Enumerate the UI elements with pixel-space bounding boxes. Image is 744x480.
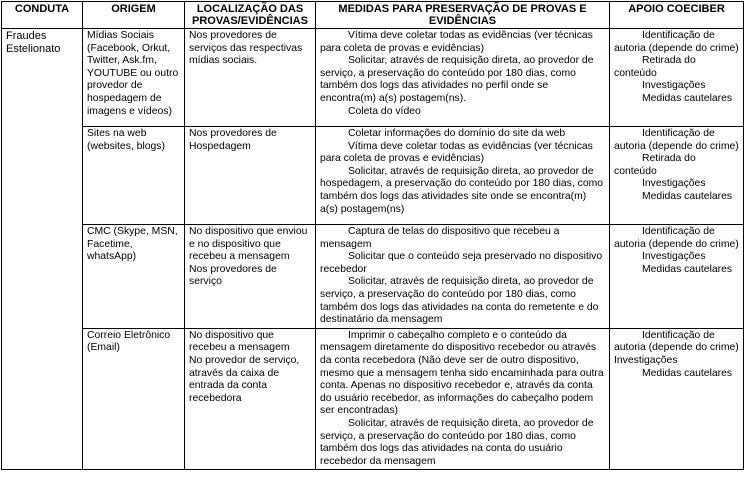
apoio-item: Investigações — [642, 80, 706, 92]
medidas-cell — [316, 328, 610, 470]
apoio-cell — [610, 127, 744, 225]
medida-item: Solicitar, através de requisição direta, ao provedor de hospedagem, a preservação do conteúdo por 180 dias, como também dos logs das atividades site onde se encontra(m) a(s) postagem(ns) — [320, 165, 604, 215]
origem-cell: Correio Eletrônico (Email) — [83, 328, 185, 470]
localizacao-cell — [185, 29, 316, 127]
apoio-item: Identificação de autoria (depende do crime) — [614, 226, 739, 250]
apoio-item: Investigações — [642, 251, 706, 263]
localizacao-line: Nos provedores de serviços das respectivas mídias sociais. — [189, 30, 303, 67]
apoio-item: Retirada do conteúdo — [614, 55, 696, 79]
table-row — [2, 127, 744, 225]
medidas-cell — [316, 127, 610, 225]
medidas-cell — [316, 225, 610, 329]
medida-item: Solicitar que o conteúdo seja preservado no dispositivo recebedor — [320, 251, 603, 275]
apoio-item: Retirada do conteúdo — [614, 153, 696, 177]
localizacao-line: No provedor de serviço, através da caixa de entrada da conta recebedora — [189, 354, 300, 404]
medida-item: Imprimir o cabeçalho completo e o conteúdo da mensagem diretamente do dispositivo recebedor ou através da conta recebedora (Não deve ser de outro dispositivo, mesmo que a mensagem tenha sido encaminhada para outra conta. Apenas no dispositivo recebedor e, através da conta do usuário recebedor, as informações do cabeçalho podem ser encontradas) — [320, 329, 604, 417]
medida-item: Vítima deve coletar todas as evidências (ver técnicas para coleta de provas e evidências) — [320, 30, 593, 54]
header-localizacao: LOCALIZAÇÃO DAS PROVAS/EVIDÊNCIAS — [185, 2, 316, 29]
origem-cell: CMC (Skype, MSN, Facetime, whatsApp) — [83, 225, 185, 329]
medida-item: Solicitar, através de requisição direta, ao provedor de serviço, a preservação do conteúdo por 180 dias, como também dos logs das atividades na conta do usuário recebedor da mensagem — [320, 417, 594, 467]
localizacao-cell — [185, 127, 316, 225]
medida-item: Solicitar, através de requisição direta, ao provedor de serviço, a preservação do conteúdo por 180 dias, como também dos logs das atividades na conta do remetente e do destinatário da mensagem — [320, 276, 599, 326]
medidas-cell — [316, 29, 610, 127]
header-row — [2, 2, 744, 29]
apoio-cell — [610, 29, 744, 127]
localizacao-line: No dispositivo que enviou e no dispositivo que recebeu a mensagem — [189, 226, 308, 263]
localizacao-line: Nos provedores de serviço — [189, 263, 277, 288]
header-origem: ORIGEM — [83, 2, 185, 29]
apoio-cell — [610, 225, 744, 329]
header-medidas: MEDIDAS PARA PRESERVAÇÃO DE PROVAS E EVIDÊNCIAS — [316, 2, 610, 29]
apoio-item: Investigações — [642, 178, 706, 190]
conduta-cell: Fraudes Estelionato — [2, 29, 83, 470]
localizacao-line: Nos provedores de Hospedagem — [189, 128, 277, 152]
apoio-item: Medidas cautelares — [642, 92, 733, 104]
apoio-cell — [610, 328, 744, 470]
header-apoio: APOIO COECIBER — [610, 2, 744, 29]
medida-item: Captura de telas do dispositivo que recebeu a mensagem — [320, 226, 560, 250]
localizacao-cell — [185, 225, 316, 329]
apoio-item: Medidas cautelares — [642, 367, 733, 379]
localizacao-line: No dispositivo que recebeu a mensagem — [189, 329, 290, 354]
table-row — [2, 29, 744, 127]
origem-cell: Mídias Sociais (Facebook, Orkut, Twitter, Ask.fm, YOUTUBE ou outro provedor de hospedagem de imagens e vídeos) — [83, 29, 185, 127]
apoio-item: Identificação de autoria (depende do crime) — [614, 30, 739, 54]
table-row — [2, 225, 744, 329]
medida-item: Solicitar, através de requisição direta, ao provedor de serviço, a preservação do conteúdo por 180 dias, como também dos logs das atividades no perfil onde se encontra(m) a(s) postagem(ns). — [320, 55, 594, 104]
apoio-item: Identificação de autoria (depende do crime) — [614, 128, 739, 152]
localizacao-cell — [185, 328, 316, 470]
medida-item: Vítima deve coletar todas as evidências (ver técnicas para coleta de provas e evidências) — [320, 140, 593, 165]
evidence-table — [1, 1, 744, 470]
medida-item: Coletar informações do domínio do site da web — [348, 128, 566, 139]
medida-item: Coleta do vídeo — [348, 105, 421, 117]
apoio-item: Medidas cautelares — [642, 190, 733, 202]
apoio-item: Medidas cautelares — [642, 263, 733, 275]
header-conduta: CONDUTA — [2, 2, 83, 29]
apoio-item: Identificação de autoria (depende do crime) Investigações — [614, 329, 739, 366]
origem-cell: Sites na web (websites, blogs) — [83, 127, 185, 225]
table-row — [2, 328, 744, 470]
